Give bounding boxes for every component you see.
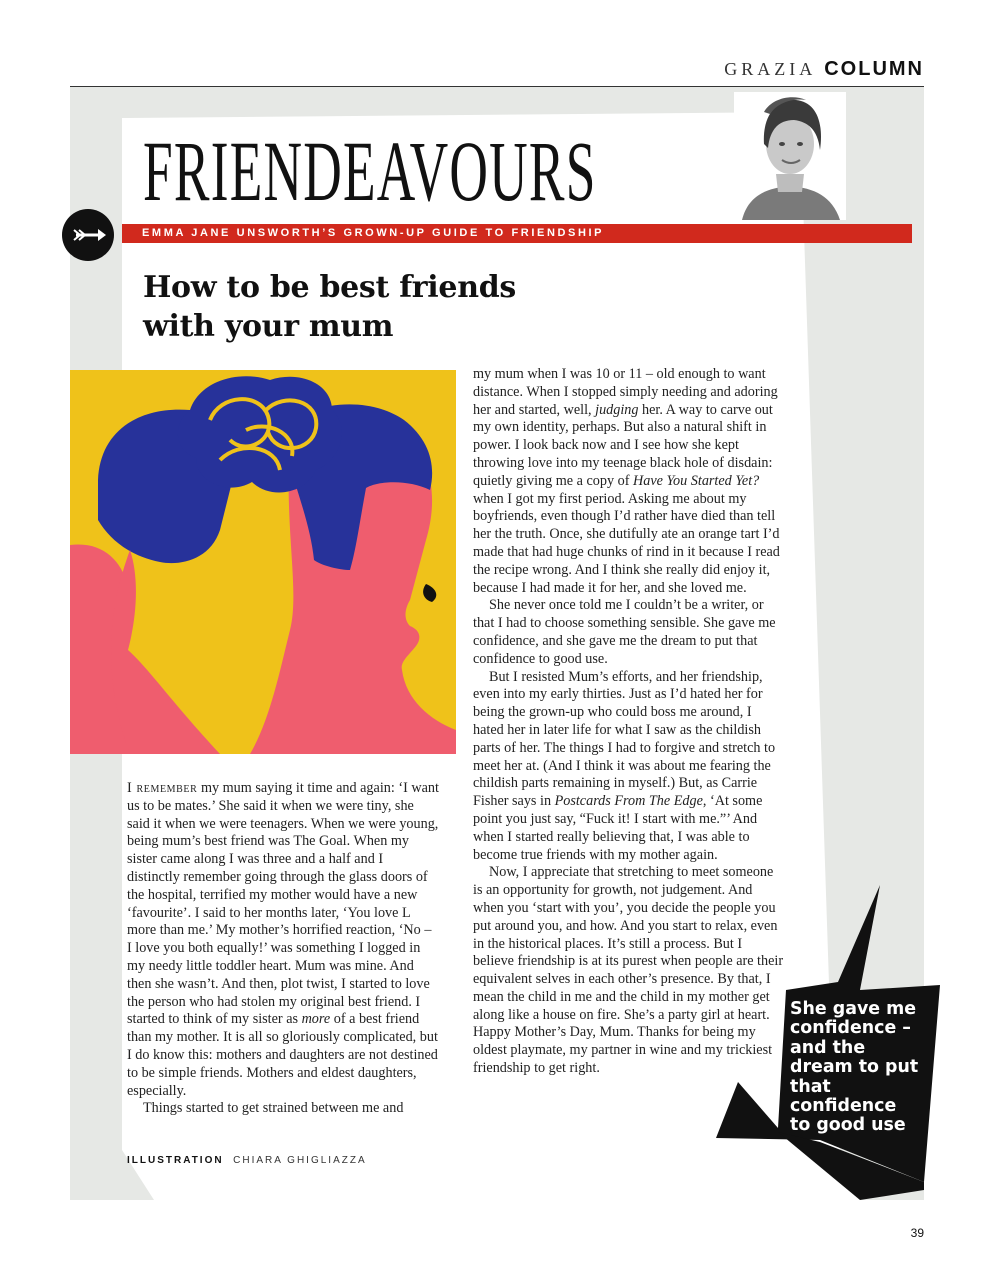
drop-lead: I remember — [127, 780, 198, 796]
body-paragraph: Now, I appreciate that stretching to meet someone is an opportunity for growth, not judgement. And when you ‘start with you’, you decide the people you put around you, and how. And you start to relax, even in the historical places. It’s still a process. But I believe friendship is at its purest when people are their equivalent selves in each other’s presence. By that, I mean the child in me and the child in my mother get along like a house on fire. She’s a party girl at heart. Happy Mother’s Day, Mum. Thanks for being my oldest playmate, my partner in wine and my trickiest friendship to get right. — [473, 864, 784, 1077]
strapline-text: EMMA JANE UNSWORTH’S GROWN-UP GUIDE TO FRIENDSHIP — [142, 227, 605, 239]
brand-name: GRAZIA — [724, 59, 817, 79]
pull-quote-text: She gave me confidence – and the dream to put that confidence to good use — [790, 999, 919, 1136]
body-paragraph: She never once told me I couldn’t be a writer, or that I had to choose something sensible. She gave me confidence, and she gave me the dream to put that confidence to good use. — [473, 597, 776, 667]
headline-line-1: How to be best friends — [143, 270, 516, 305]
body-paragraph: I remember my mum saying it time and again: ‘I want us to be mates.’ She said it when we were tiny, she said it when we were teenagers. When we were young, being mum’s best friend was The Goal. When my sister came along I was three and a half and I distinctly remember going through the glass doors of the hospital, terrified my mother would have a new ‘favourite’. I said to her months later, ‘You love L more than me.’ My mother’s horrified reaction, ‘No – I love you both equally!’ was something I logged in my needy little toddler heart. Mum was mine. And then she wasn’t. And then, plot twist, I started to love the person who had stolen my original best friend. I started to think of my sister as more of a best friend than my mother. It is all so gloriously complicated, but I do know this: mothers and daughters are not destined to be simple friends. Mothers and eldest daughters, especially. — [127, 780, 439, 1099]
illustration-credit: ILLUSTRATION CHIARA GHIGLIAZZA — [127, 1155, 367, 1166]
page-number: 39 — [910, 1226, 924, 1240]
body-paragraph: But I resisted Mum’s efforts, and her friendship, even into my early thirties. Just as I’d hated her for being the grown-up who could boss me around, I hated her in later life for what I saw as the childish parts of her. The things I had to forgive and stretch to meet her at. (And I think it was about me fearing the childish parts remaining in myself.) But, as Carrie Fisher says in Postcards From The Edge, ‘At some point you just say, “Fuck it! I start with me.”’ And when I started really believing that, I was able to become true friends with my mother again. — [473, 668, 776, 863]
body-paragraph: Things started to get strained between me and — [143, 1100, 404, 1117]
section-label: COLUMN — [824, 58, 924, 80]
body-paragraph: my mum when I was 10 or 11 – old enough to want distance. When I stopped simply needing and adoring her and started, well, judging her. A way to carve out my own identity, perhaps. But also a natural shift in power. I look back now and I see how she kept throwing love into my teenage black hole of disdain: quietly giving me a copy of Have You Started Yet? when I got my first period. Asking me about my boyfriends, even though I’d rather have died than tell her the truth. Once, she dutifully ate an orange tart I’d made that had huge chunks of rind in it because I read the recipe wrong. And I think she really did enjoy it, because I had made it for her, and she loved me. — [473, 366, 780, 596]
column-title: FRIENDEAVOURS — [143, 123, 597, 219]
headline-line-2: with your mum — [143, 309, 394, 344]
